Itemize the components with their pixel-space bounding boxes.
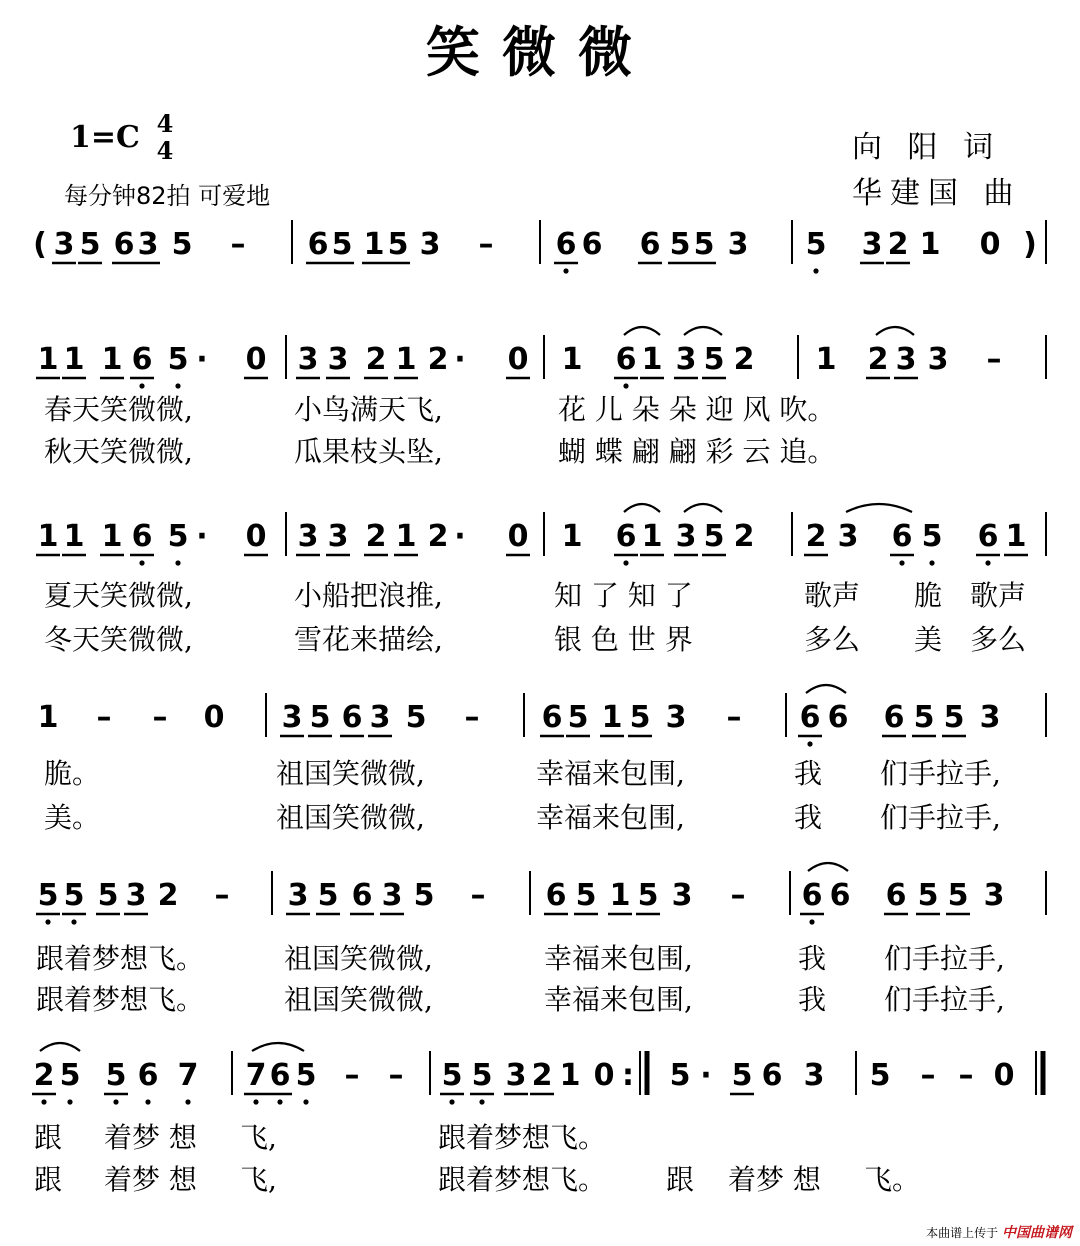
note-3-5: 3 <box>281 700 303 735</box>
note-1-8: 3 <box>297 342 319 377</box>
slur <box>876 327 914 335</box>
lyric-5-3: 我 <box>794 801 823 834</box>
note-4-24: 5 <box>917 878 939 913</box>
note-5-12: 5 <box>441 1058 463 1093</box>
slur <box>252 1043 304 1051</box>
note-2-21: 2 <box>733 519 755 554</box>
note-3-9: 5 <box>405 700 427 735</box>
song-title: 笑微微 <box>426 20 654 84</box>
lyric-2-5: 歌声 <box>970 579 1027 612</box>
note-2-25: 6 <box>891 519 913 554</box>
note-0-23: 3 <box>861 227 883 262</box>
time-signature-bottom: 4 <box>156 136 174 165</box>
slur <box>684 504 722 512</box>
dot-5-21: · <box>700 1058 712 1093</box>
note-5-23: 6 <box>761 1058 783 1093</box>
note-0-1: 3 <box>53 227 75 262</box>
note-4-21: 6 <box>801 878 823 913</box>
note-4-17: 5 <box>637 878 659 913</box>
low-octave-dot <box>71 919 76 924</box>
lyricist-credit: 向 阳 词 <box>852 130 1002 165</box>
note-1-21: 2 <box>733 342 755 377</box>
note-0-4: 3 <box>137 227 159 262</box>
note-4-0: 5 <box>37 878 59 913</box>
low-octave-dot <box>185 1099 190 1104</box>
low-octave-dot <box>175 383 180 388</box>
low-octave-dot <box>449 1099 454 1104</box>
lyric-5-1: 祖国笑微微, <box>276 801 425 834</box>
note-4-16: 1 <box>609 878 631 913</box>
note-3-12: 6 <box>541 700 563 735</box>
note-2-10: 2 <box>365 519 387 554</box>
note-3-22: 5 <box>913 700 935 735</box>
note-3-15: 5 <box>629 700 651 735</box>
note-0-16: 6 <box>581 227 603 262</box>
note-5-13: 5 <box>471 1058 493 1093</box>
lyric-7-4: 们手拉手, <box>884 983 1005 1016</box>
note-3-16: 3 <box>665 700 687 735</box>
note-2-24: 3 <box>837 519 859 554</box>
note-2-2: 1 <box>101 519 123 554</box>
dash-4-12: – <box>470 878 486 913</box>
lyric-3-1: 雪花来描绘, <box>294 623 443 656</box>
note-4-2: 5 <box>97 878 119 913</box>
lyric-8-1: 着梦 想 <box>104 1121 197 1154</box>
lyric-3-0: 冬天笑微微, <box>44 623 193 656</box>
lyric-9-6: 飞。 <box>864 1163 921 1196</box>
slur <box>806 685 846 693</box>
note-1-17: 6 <box>615 342 637 377</box>
note-2-26: 5 <box>921 519 943 554</box>
dash-3-10: – <box>464 700 480 735</box>
note-2-8: 3 <box>297 519 319 554</box>
lyric-3-5: 多么 <box>970 623 1027 656</box>
note-0-5: 5 <box>171 227 193 262</box>
lyric-2-4: 脆 <box>914 579 943 612</box>
note-1-12: 2 <box>427 342 449 377</box>
lyric-4-3: 我 <box>794 757 823 790</box>
lyric-7-3: 我 <box>798 983 827 1016</box>
watermark-text: 本曲谱上传于 <box>926 1226 999 1240</box>
lyric-6-0: 跟着梦想飞。 <box>36 942 205 975</box>
low-octave-dot <box>479 1099 484 1104</box>
lyric-9-2: 飞, <box>240 1163 277 1196</box>
note-5-17: 0 <box>593 1058 615 1093</box>
low-octave-dot <box>139 383 144 388</box>
lyric-3-4: 美 <box>914 623 943 656</box>
lyric-8-2: 飞, <box>240 1121 277 1154</box>
lyric-0-0: 春天笑微微, <box>44 393 193 426</box>
note-2-16: 1 <box>561 519 583 554</box>
dash-5-27: – <box>920 1058 936 1093</box>
note-4-11: 5 <box>413 878 435 913</box>
bracket-0-27: ) <box>1023 227 1037 262</box>
dash-3-17: – <box>726 700 742 735</box>
lyric-1-2: 蝴 蝶 翩 翩 彩 云 追。 <box>558 435 836 468</box>
note-1-14: 0 <box>507 342 529 377</box>
lyric-4-0: 脆。 <box>44 757 101 790</box>
dash-5-10: – <box>388 1058 404 1093</box>
lyric-7-2: 幸福来包围, <box>544 983 693 1016</box>
note-4-7: 3 <box>287 878 309 913</box>
note-4-25: 5 <box>947 878 969 913</box>
low-octave-dot <box>807 741 812 746</box>
low-octave-dot <box>623 560 628 565</box>
low-octave-dot <box>139 560 144 565</box>
slur <box>808 863 848 871</box>
dash-1-27: – <box>986 342 1002 377</box>
lyric-4-1: 祖国笑微微, <box>276 757 425 790</box>
note-2-27: 6 <box>977 519 999 554</box>
dot-2-13: · <box>454 519 466 554</box>
note-0-15: 6 <box>555 227 577 262</box>
note-2-28: 1 <box>1005 519 1027 554</box>
note-2-14: 0 <box>507 519 529 554</box>
note-1-2: 1 <box>101 342 123 377</box>
bracket-0-0: ( <box>33 227 47 262</box>
note-5-7: 6 <box>269 1058 291 1093</box>
note-0-26: 0 <box>979 227 1001 262</box>
note-4-4: 2 <box>157 878 179 913</box>
lyric-6-1: 祖国笑微微, <box>284 942 433 975</box>
note-2-1: 1 <box>63 519 85 554</box>
note-0-25: 1 <box>919 227 941 262</box>
note-2-20: 5 <box>703 519 725 554</box>
lyric-2-1: 小船把浪推, <box>294 579 443 612</box>
note-1-25: 3 <box>895 342 917 377</box>
low-octave-dot <box>145 1099 150 1104</box>
note-3-0: 1 <box>37 700 59 735</box>
time-signature-top: 4 <box>156 109 174 138</box>
lyric-8-3: 跟着梦想飞。 <box>438 1121 607 1154</box>
note-0-10: 1 <box>363 227 385 262</box>
slur <box>40 1043 80 1051</box>
lyric-9-5: 着梦 想 <box>728 1163 821 1196</box>
note-3-6: 5 <box>309 700 331 735</box>
note-0-18: 5 <box>669 227 691 262</box>
lyric-1-1: 瓜果枝头坠, <box>294 435 443 468</box>
note-1-6: 0 <box>245 342 267 377</box>
note-2-3: 6 <box>131 519 153 554</box>
note-1-16: 1 <box>561 342 583 377</box>
dash-3-2: – <box>152 700 168 735</box>
low-octave-dot <box>813 268 818 273</box>
note-0-24: 2 <box>887 227 909 262</box>
note-1-10: 2 <box>365 342 387 377</box>
note-3-14: 1 <box>601 700 623 735</box>
note-4-3: 3 <box>125 878 147 913</box>
note-3-24: 3 <box>979 700 1001 735</box>
note-0-22: 5 <box>805 227 827 262</box>
low-octave-dot <box>175 560 180 565</box>
note-5-3: 6 <box>137 1058 159 1093</box>
low-octave-dot <box>985 560 990 565</box>
dash-0-13: – <box>478 227 494 262</box>
note-2-12: 2 <box>427 519 449 554</box>
note-2-6: 0 <box>245 519 267 554</box>
note-1-26: 3 <box>927 342 949 377</box>
repeat-dots-5-18: : <box>622 1058 634 1093</box>
note-3-8: 3 <box>369 700 391 735</box>
lyric-0-1: 小鸟满天飞, <box>294 393 443 426</box>
note-5-26: 5 <box>869 1058 891 1093</box>
note-3-3: 0 <box>203 700 225 735</box>
slur <box>846 504 912 512</box>
lyric-7-0: 跟着梦想飞。 <box>36 983 205 1016</box>
dash-5-9: – <box>344 1058 360 1093</box>
low-octave-dot <box>45 919 50 924</box>
lyric-8-0: 跟 <box>34 1121 63 1154</box>
note-0-12: 3 <box>419 227 441 262</box>
low-octave-dot <box>113 1099 118 1104</box>
low-octave-dot <box>41 1099 46 1104</box>
note-4-1: 5 <box>63 878 85 913</box>
note-1-23: 1 <box>815 342 837 377</box>
note-0-11: 5 <box>387 227 409 262</box>
note-2-0: 1 <box>37 519 59 554</box>
note-4-10: 3 <box>381 878 403 913</box>
low-octave-dot <box>809 919 814 924</box>
lyric-0-2: 花 儿 朵 朵 迎 风 吹。 <box>558 393 836 426</box>
low-octave-dot <box>563 268 568 273</box>
lyric-5-2: 幸福来包围, <box>536 801 685 834</box>
note-4-8: 5 <box>317 878 339 913</box>
note-5-29: 0 <box>993 1058 1015 1093</box>
note-0-9: 5 <box>331 227 353 262</box>
note-5-8: 5 <box>295 1058 317 1093</box>
note-4-15: 5 <box>575 878 597 913</box>
composer-credit: 华建国 曲 <box>852 176 1022 211</box>
low-octave-dot <box>67 1099 72 1104</box>
note-5-22: 5 <box>731 1058 753 1093</box>
lyric-3-3: 多么 <box>804 623 861 656</box>
key-signature: 1=C <box>70 120 140 155</box>
slur <box>624 504 660 512</box>
note-4-23: 6 <box>885 878 907 913</box>
dot-1-5: · <box>196 342 208 377</box>
low-octave-dot <box>929 560 934 565</box>
slur <box>624 327 660 335</box>
lyric-1-0: 秋天笑微微, <box>44 435 193 468</box>
lyric-5-4: 们手拉手, <box>880 801 1001 834</box>
note-2-4: 5 <box>167 519 189 554</box>
note-3-7: 6 <box>341 700 363 735</box>
tempo-marking: 每分钟82拍 可爱地 <box>64 182 271 210</box>
lyric-9-0: 跟 <box>34 1163 63 1196</box>
note-5-6: 7 <box>245 1058 267 1093</box>
note-3-21: 6 <box>883 700 905 735</box>
note-2-11: 1 <box>395 519 417 554</box>
note-4-22: 6 <box>829 878 851 913</box>
note-1-18: 1 <box>641 342 663 377</box>
dot-2-5: · <box>196 519 208 554</box>
lyric-6-3: 我 <box>798 942 827 975</box>
note-1-19: 3 <box>675 342 697 377</box>
note-4-14: 6 <box>545 878 567 913</box>
low-octave-dot <box>303 1099 308 1104</box>
dash-5-28: – <box>958 1058 974 1093</box>
note-3-13: 5 <box>567 700 589 735</box>
lyric-7-1: 祖国笑微微, <box>284 983 433 1016</box>
note-0-20: 3 <box>727 227 749 262</box>
note-5-2: 5 <box>105 1058 127 1093</box>
lyric-9-3: 跟着梦想飞。 <box>438 1163 607 1196</box>
note-5-14: 3 <box>505 1058 527 1093</box>
note-1-20: 5 <box>703 342 725 377</box>
dash-0-6: – <box>230 227 246 262</box>
low-octave-dot <box>623 383 628 388</box>
note-1-11: 1 <box>395 342 417 377</box>
note-4-9: 6 <box>351 878 373 913</box>
note-4-18: 3 <box>671 878 693 913</box>
note-0-17: 6 <box>639 227 661 262</box>
note-0-8: 6 <box>307 227 329 262</box>
lyric-5-0: 美。 <box>44 801 101 834</box>
note-2-9: 3 <box>327 519 349 554</box>
low-octave-dot <box>277 1099 282 1104</box>
note-5-4: 7 <box>177 1058 199 1093</box>
dot-1-13: · <box>454 342 466 377</box>
note-2-17: 6 <box>615 519 637 554</box>
note-4-26: 3 <box>983 878 1005 913</box>
lyric-4-2: 幸福来包围, <box>536 757 685 790</box>
note-5-20: 5 <box>669 1058 691 1093</box>
lyric-9-4: 跟 <box>666 1163 695 1196</box>
lyric-9-1: 着梦 想 <box>104 1163 197 1196</box>
dash-3-1: – <box>96 700 112 735</box>
note-5-1: 5 <box>59 1058 81 1093</box>
note-5-15: 2 <box>531 1058 553 1093</box>
note-3-23: 5 <box>943 700 965 735</box>
note-1-0: 1 <box>37 342 59 377</box>
watermark <box>926 1222 1072 1242</box>
lyric-6-2: 幸福来包围, <box>544 942 693 975</box>
low-octave-dot <box>253 1099 258 1104</box>
low-octave-dot <box>899 560 904 565</box>
lyric-6-4: 们手拉手, <box>884 942 1005 975</box>
dash-4-19: – <box>730 878 746 913</box>
note-2-18: 1 <box>641 519 663 554</box>
lyric-2-0: 夏天笑微微, <box>44 579 193 612</box>
note-5-16: 1 <box>559 1058 581 1093</box>
lyric-2-3: 歌声 <box>804 579 861 612</box>
note-0-2: 5 <box>79 227 101 262</box>
note-0-19: 5 <box>693 227 715 262</box>
dash-4-5: – <box>214 878 230 913</box>
note-3-19: 6 <box>799 700 821 735</box>
lyric-3-2: 银 色 世 界 <box>554 623 693 656</box>
note-1-4: 5 <box>167 342 189 377</box>
lyric-2-2: 知 了 知 了 <box>554 579 693 612</box>
note-5-24: 3 <box>803 1058 825 1093</box>
note-2-19: 3 <box>675 519 697 554</box>
slur <box>684 327 722 335</box>
note-3-20: 6 <box>827 700 849 735</box>
note-0-3: 6 <box>113 227 135 262</box>
note-1-1: 1 <box>63 342 85 377</box>
note-5-0: 2 <box>33 1058 55 1093</box>
note-2-23: 2 <box>805 519 827 554</box>
note-1-3: 6 <box>131 342 153 377</box>
note-1-9: 3 <box>327 342 349 377</box>
watermark-brand: 中国曲谱网 <box>1002 1225 1072 1241</box>
note-1-24: 2 <box>867 342 889 377</box>
lyric-4-4: 们手拉手, <box>880 757 1001 790</box>
